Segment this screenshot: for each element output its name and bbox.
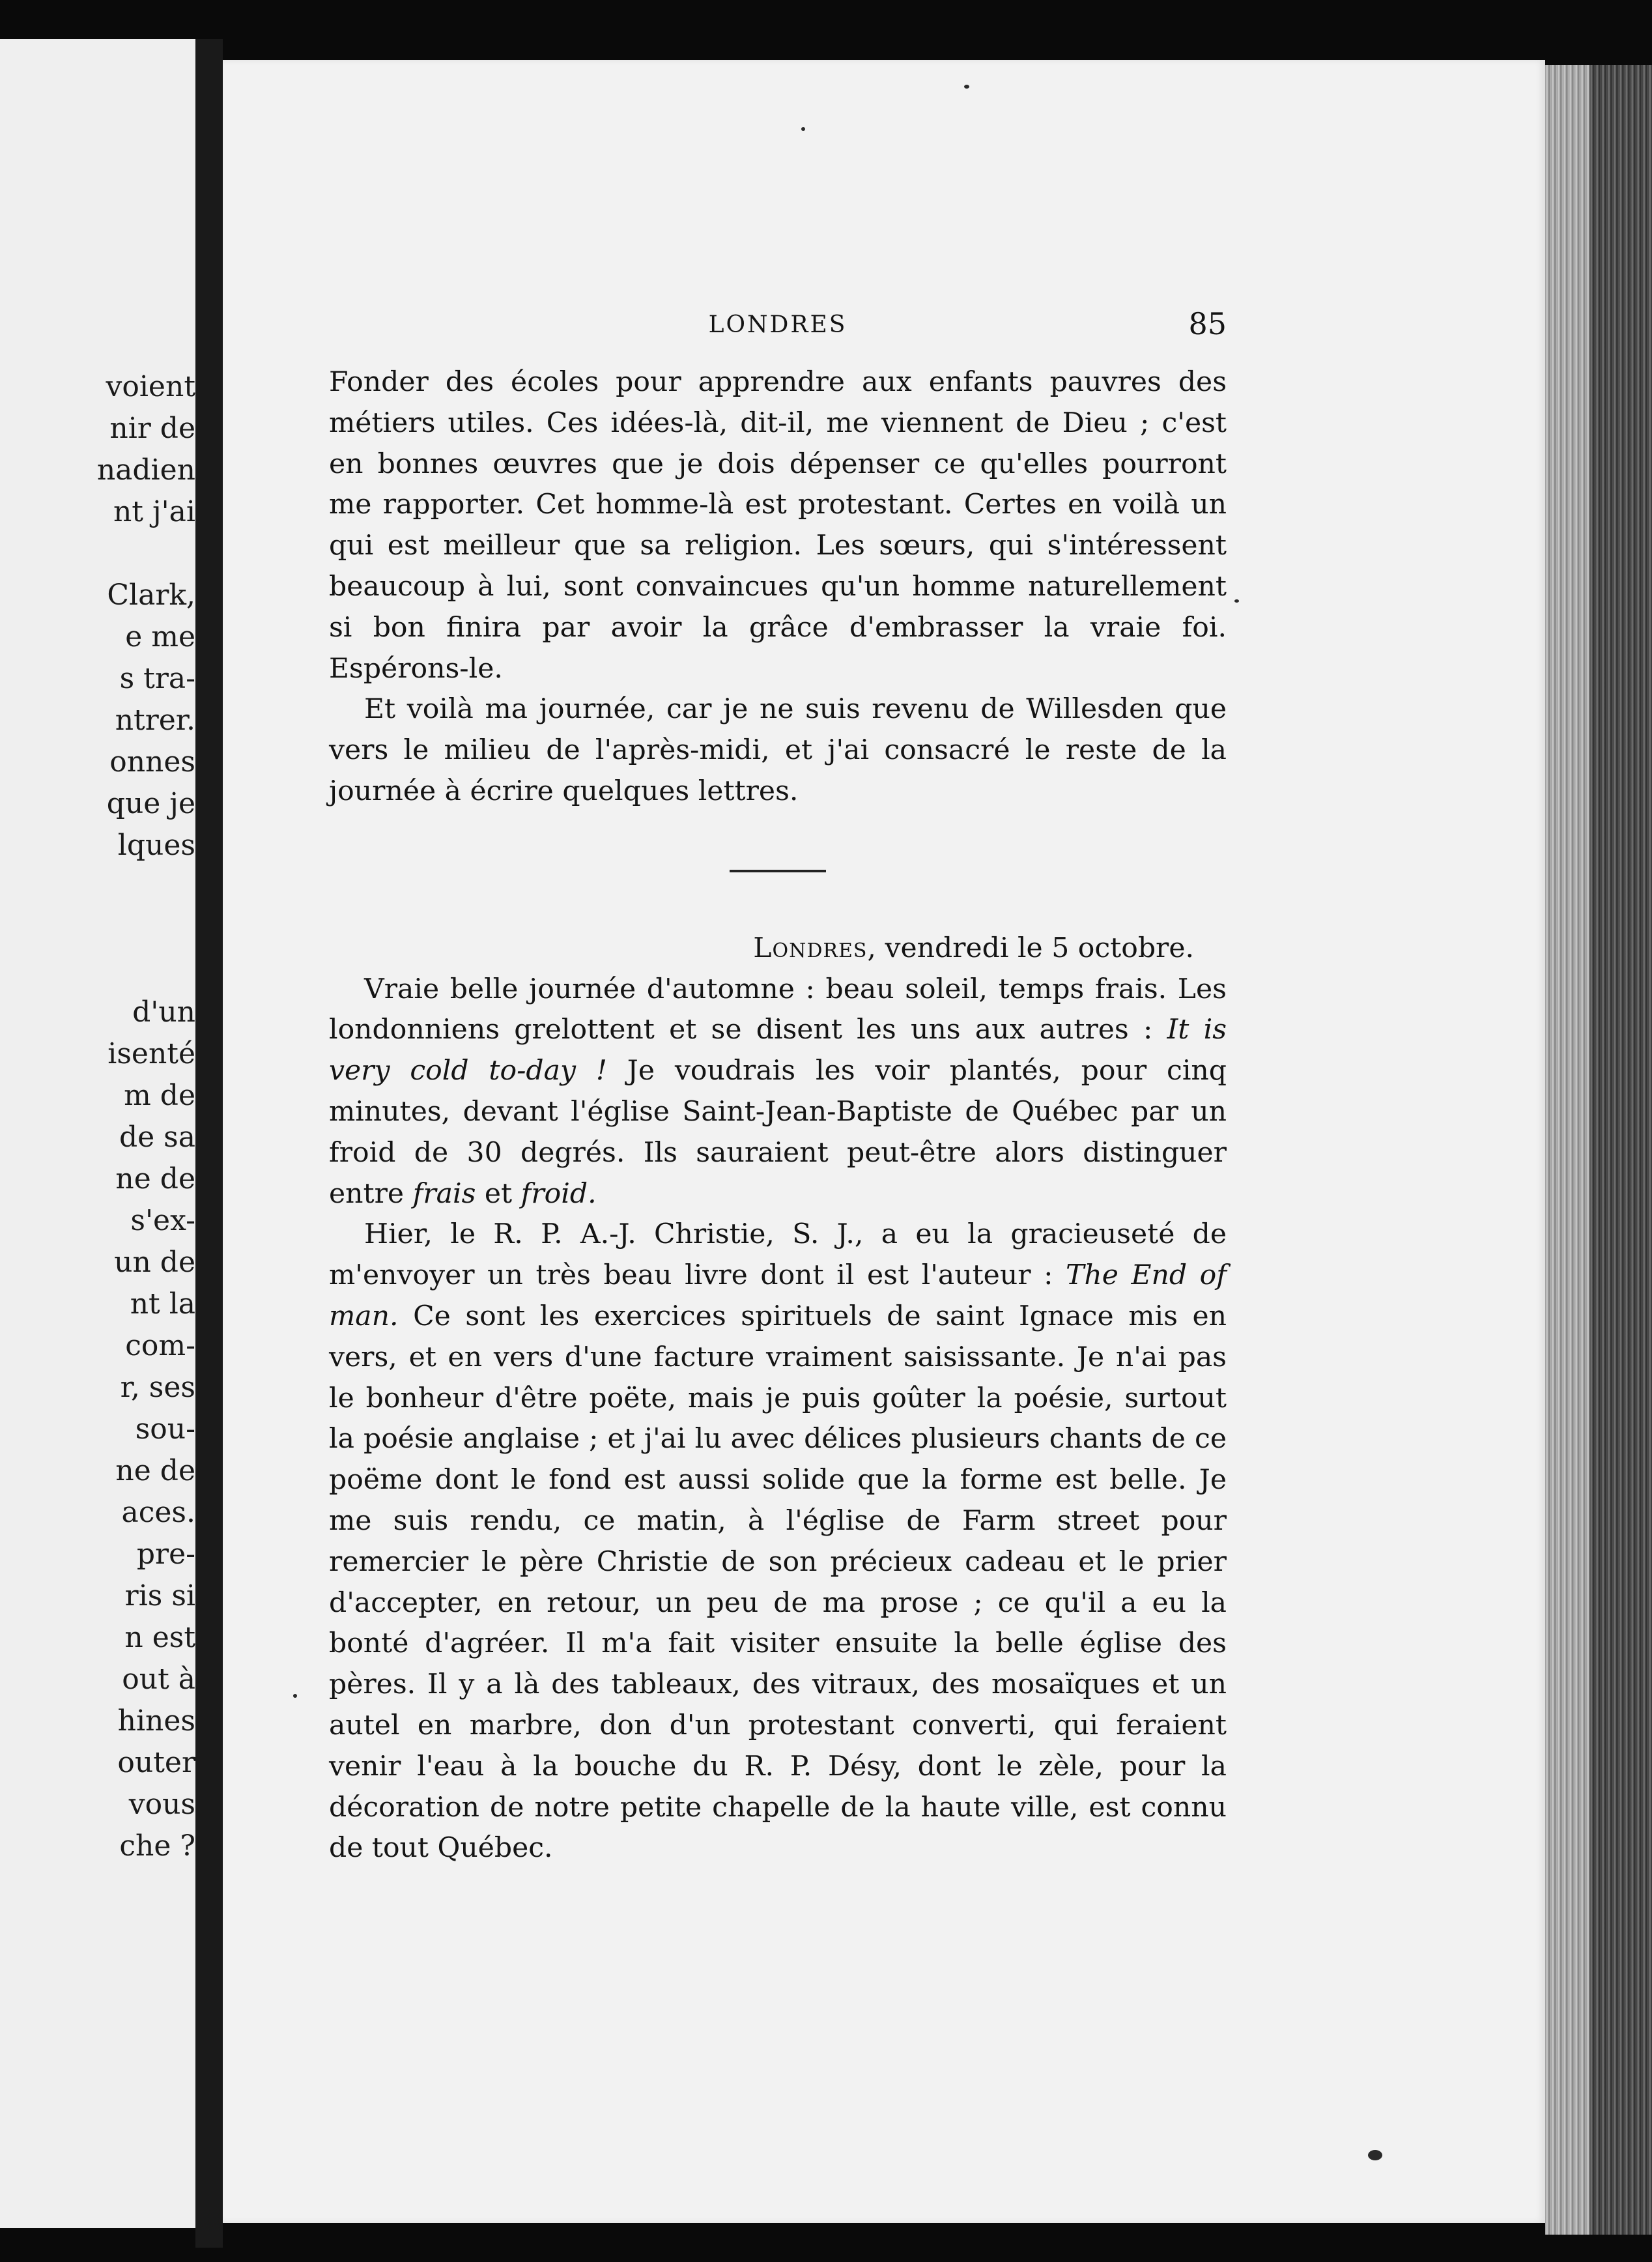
body-text bbox=[329, 362, 1227, 1869]
facing-line: e me bbox=[125, 620, 195, 653]
facing-line: isenté bbox=[107, 1037, 195, 1070]
english-quote: It is very cold to-day ! bbox=[329, 1014, 1227, 1087]
facing-line: com- bbox=[125, 1329, 195, 1362]
running-head-title: LONDRES bbox=[708, 311, 847, 338]
facing-line: onnes bbox=[109, 745, 195, 779]
facing-line: que je bbox=[106, 787, 195, 820]
running-head bbox=[329, 306, 1227, 345]
facing-line: nir de bbox=[109, 412, 195, 445]
scan-speck bbox=[1234, 599, 1239, 603]
facing-line: voient bbox=[106, 370, 195, 403]
paragraph-automne bbox=[329, 969, 1227, 1215]
facing-line: ntrer. bbox=[115, 704, 195, 737]
facing-line: ris si bbox=[124, 1579, 195, 1612]
facing-line: sou- bbox=[135, 1412, 195, 1446]
book-gutter bbox=[195, 39, 223, 2248]
text-run: Je voudrais les voir plantés, pour cinq minutes, devant l'église Saint-Jean-Baptiste de Québec par un froid de 30 degrés. Ils sauraient peut-être alors distinguer entre bbox=[329, 1055, 1227, 1210]
facing-line: vous bbox=[128, 1788, 195, 1821]
facing-line: out à bbox=[122, 1663, 195, 1696]
dateline-place: Londres bbox=[753, 932, 868, 964]
scan-speck bbox=[964, 85, 969, 89]
facing-line: d'un bbox=[132, 995, 195, 1029]
facing-line: m de bbox=[124, 1079, 195, 1112]
facing-line: ne de bbox=[115, 1454, 195, 1487]
facing-line: r, ses bbox=[120, 1371, 195, 1404]
text-run: Hier, le R. P. A.-J. Christie, S. J., a eu la gracieuseté de m'envoyer un très beau livre dont il est l'auteur : bbox=[329, 1218, 1227, 1292]
text-run: et bbox=[476, 1177, 521, 1210]
facing-line: hines bbox=[117, 1704, 195, 1738]
section-divider bbox=[730, 870, 826, 872]
page-edges-shadow bbox=[1589, 65, 1652, 2235]
dateline bbox=[329, 928, 1227, 969]
paragraph-christie bbox=[329, 1214, 1227, 1869]
scan-speck bbox=[293, 1694, 297, 1698]
text-run: Ce sont les exercices spirituels de saint Ignace mis en vers, et en vers d'une facture vraiment saisissante. Je n'ai pas le bonheur d'être poëte, mais je puis goûter la poésie, surtout la poésie anglaise ; et j'ai lu avec délices plusieurs chants de ce poëme dont le fond est aussi solide que la forme est belle. Je me suis rendu, ce matin, à l'église de Farm street pour remercier le père Christie de son précieux cadeau et le prier d'accepter, en retour, un peu de ma prose ; ce qu'il a eu la bonté d'agréer. Il m'a fait visiter ensuite la belle église des pères. Il y a là des tableaux, des vitraux, des mosaïques et un autel en marbre, don d'un protestant converti, qui feraient venir l'eau à la bouche du R. P. Désy, dont le zèle, pour la décoration de notre petite chapelle de la haute ville, est connu de tout Québec. bbox=[329, 1300, 1227, 1865]
facing-line: pre- bbox=[136, 1538, 195, 1571]
page-number: 85 bbox=[1188, 306, 1227, 341]
facing-line: n est bbox=[124, 1621, 195, 1654]
dateline-date: , vendredi le 5 octobre. bbox=[867, 932, 1194, 964]
facing-line: s tra- bbox=[119, 662, 195, 695]
scan-speck bbox=[801, 127, 805, 131]
italic-word: frais bbox=[412, 1177, 476, 1210]
facing-line: nt la bbox=[130, 1287, 195, 1321]
facing-line: outer bbox=[117, 1746, 195, 1779]
facing-line: che ? bbox=[119, 1829, 195, 1863]
facing-line: ne de bbox=[115, 1162, 195, 1195]
facing-line: nt j'ai bbox=[113, 495, 195, 528]
facing-line: un de bbox=[114, 1246, 195, 1279]
paragraph-continued: Fonder des écoles pour apprendre aux enfants pauvres des métiers utiles. Ces idées-là, dit-il, me viennent de Dieu ; c'est en bonnes œuvres que je dois dépenser ce qu'elles pourront me rapporter. Cet homme-là est protestant. Certes en voilà un qui est meilleur que sa religion. Les sœurs, qui s'intéressent beaucoup à lui, sont convaincues qu'un homme naturellement si bon finira par avoir la grâce d'embrasser la vraie foi. Espérons-le. bbox=[329, 366, 1227, 685]
facing-line: de sa bbox=[119, 1121, 195, 1154]
facing-page-left bbox=[0, 39, 195, 2228]
italic-word: froid. bbox=[520, 1177, 597, 1210]
facing-line: Clark, bbox=[107, 579, 195, 612]
scan-speck bbox=[1368, 2150, 1382, 2160]
text-run: Vraie belle journée d'automne : beau soleil, temps frais. Les londonniens grelottent et se disent les uns aux autres : bbox=[329, 973, 1227, 1046]
facing-line: lques bbox=[117, 829, 195, 862]
paragraph-journee: Et voilà ma journée, car je ne suis revenu de Willesden que vers le milieu de l'après-midi, et j'ai consacré le reste de la journée à écrire quelques lettres. bbox=[329, 693, 1227, 807]
facing-line: s'ex- bbox=[130, 1204, 195, 1237]
book-title: The End of man. bbox=[329, 1259, 1227, 1332]
facing-line: nadien bbox=[96, 453, 195, 487]
facing-line: aces. bbox=[121, 1496, 195, 1529]
